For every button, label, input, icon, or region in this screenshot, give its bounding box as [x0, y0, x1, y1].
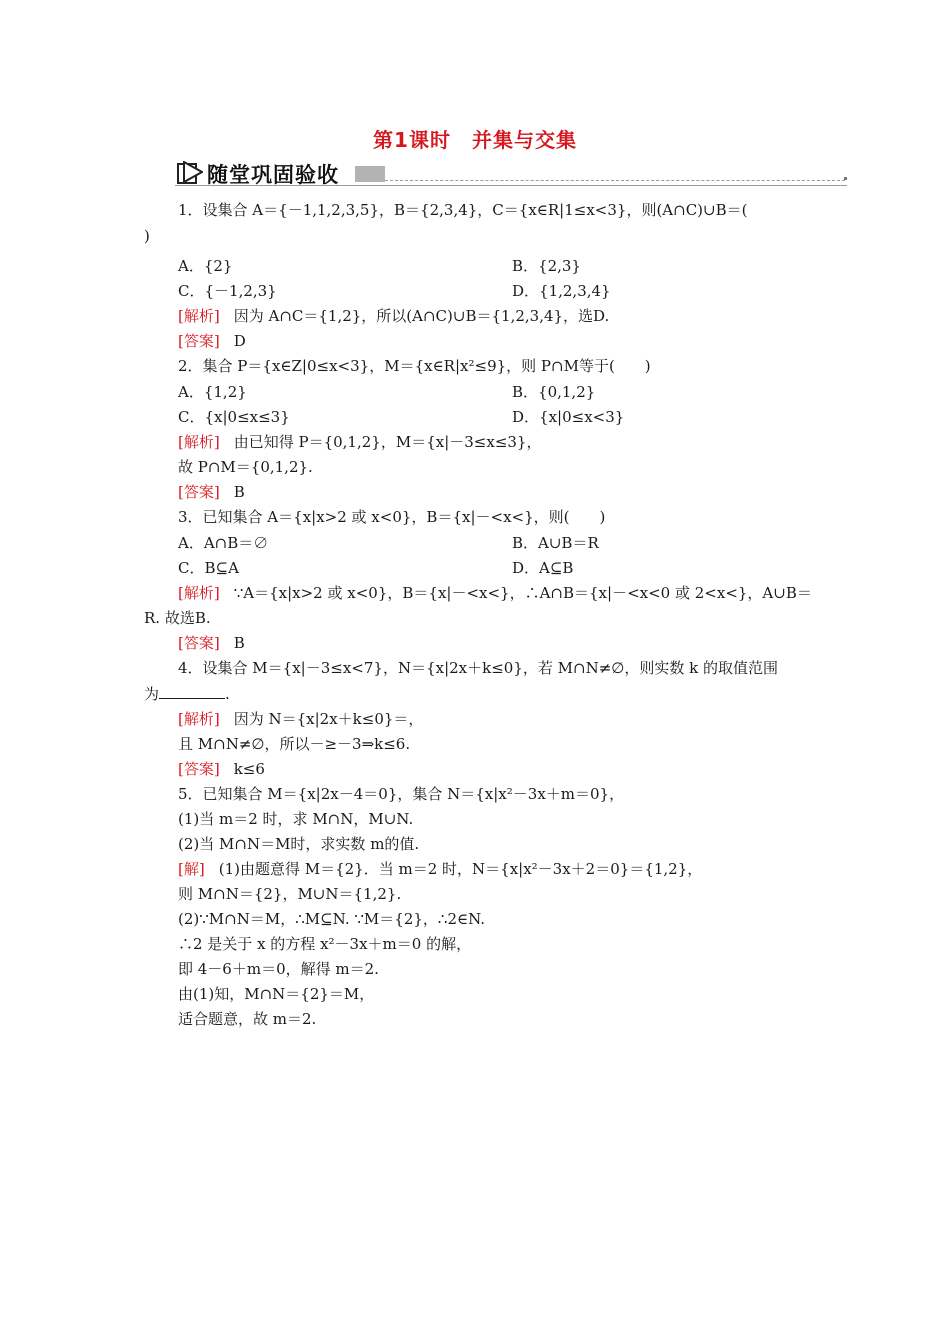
- text-line: [178, 884, 401, 904]
- line-text: A．{1,2}: [178, 383, 247, 401]
- text-line: [512, 256, 581, 276]
- line-text: (1)当 m＝2 时，求 M∩N，M∪N.: [178, 810, 414, 828]
- text-line: [512, 382, 595, 402]
- line-text: k≤6: [233, 760, 265, 778]
- text-line: [178, 934, 471, 954]
- text-line: [178, 507, 605, 527]
- page-title: 第1课时 并集与交集: [373, 128, 577, 152]
- text-line: [178, 382, 247, 402]
- text-line: [512, 281, 611, 301]
- text-line: [178, 759, 265, 779]
- line-text: B．{2,3}: [512, 257, 581, 275]
- line-text: 2．集合 P＝{x∈Z|0≤x<3}，M＝{x∈R|x²≤9}，则 P∩M等于( ): [178, 357, 651, 375]
- line-text: R. 故选B.: [144, 609, 211, 627]
- text-line: [178, 583, 812, 603]
- text-line: [178, 482, 245, 502]
- line-text: D: [233, 332, 246, 350]
- line-text: 即 4－6＋m＝0，解得 m＝2.: [178, 960, 379, 978]
- line-text: 则 M∩N＝{2}，M∪N＝{1,2}.: [178, 885, 402, 903]
- answer-tag: [答案]: [178, 483, 220, 501]
- answer-tag: [答案]: [178, 760, 220, 778]
- line-text: C．{x|0≤x≤3}: [178, 408, 290, 426]
- text-line: [178, 281, 277, 301]
- text-line: [178, 407, 290, 427]
- text-line: [178, 1009, 316, 1029]
- text-line: [178, 200, 747, 220]
- line-text: (1)由题意得 M＝{2}．当 m＝2 时，N＝{x|x²－3x＋2＝0}＝{1,2}，: [218, 860, 703, 878]
- text-line: [178, 457, 313, 477]
- answer-tag: [答案]: [178, 634, 220, 652]
- line-text: 由(1)知，M∩N＝{2}＝M，: [178, 985, 375, 1003]
- line-text: C．B⊆A: [178, 559, 239, 577]
- line-text: B: [233, 634, 245, 652]
- text-line: [144, 226, 150, 246]
- text-line: 为 .: [144, 685, 230, 703]
- line-text: 且 M∩N≠∅，所以－≥－3⇒k≤6.: [178, 735, 411, 753]
- line-text: 5．已知集合 M＝{x|2x－4＝0}，集合 N＝{x|x²－3x＋m＝0}，: [178, 785, 625, 803]
- section-banner: [175, 158, 847, 188]
- answer-tag: [答案]: [178, 332, 220, 350]
- line-text: C．{－1,2,3}: [178, 282, 277, 300]
- text-line: [178, 734, 410, 754]
- text-line: [178, 432, 541, 452]
- text-line: [512, 407, 624, 427]
- line-text: ∵A＝{x|x>2 或 x<0}，B＝{x|－<x<}，∴A∩B＝{x|－<x<0 或 2<x<}，A∪B＝: [233, 584, 812, 602]
- answer-tag: [解析]: [178, 307, 220, 325]
- line-text: A．{2}: [178, 257, 233, 275]
- text-line: [178, 784, 624, 804]
- line-text: D．{1,2,3,4}: [512, 282, 611, 300]
- text-line: [512, 558, 573, 578]
- text-line: [178, 959, 379, 979]
- text-line: [144, 608, 211, 628]
- text-line: [178, 256, 232, 276]
- text-line: [178, 533, 268, 553]
- text-line: [178, 909, 485, 929]
- line-text: 为: [144, 685, 160, 703]
- text-line: [178, 834, 419, 854]
- text-line: [178, 331, 246, 351]
- line-text: 适合题意，故 m＝2.: [178, 1010, 317, 1028]
- answer-tag: [解析]: [178, 710, 220, 728]
- line-text: D．A⊆B: [512, 559, 574, 577]
- text-line: [512, 533, 599, 553]
- line-text: B: [233, 483, 245, 501]
- line-text: B．{0,1,2}: [512, 383, 596, 401]
- line-text: 3．已知集合 A＝{x|x>2 或 x<0}，B＝{x|－<x<}，则( ): [178, 508, 606, 526]
- fill-in-blank: [159, 684, 225, 699]
- text-line: [178, 859, 702, 879]
- answer-tag: [解]: [178, 860, 205, 878]
- line-text: 1．设集合 A＝{－1,1,2,3,5}，B＝{2,3,4}，C＝{x∈R|1≤x<3}，则(A∩C)∪B＝(: [178, 201, 748, 219]
- line-text: 故 P∩M＝{0,1,2}.: [178, 458, 313, 476]
- answer-tag: [解析]: [178, 584, 220, 602]
- line-text: D．{x|0≤x<3}: [512, 408, 625, 426]
- line-text: (2)∵M∩N＝M，∴M⊆N. ∵M＝{2}，∴2∈N.: [178, 910, 486, 928]
- text-line: [178, 984, 374, 1004]
- line-text: A．A∩B＝∅: [178, 534, 269, 552]
- text-line: [178, 306, 609, 326]
- banner-dashed-line: [385, 180, 845, 181]
- answer-tag: [解析]: [178, 433, 220, 451]
- section-title: 随堂巩固验收: [207, 163, 339, 187]
- text-line: [178, 633, 245, 653]
- line-text: 4．设集合 M＝{x|－3≤x<7}，N＝{x|2x＋k≤0}，若 M∩N≠∅，则实数 k 的取值范围: [178, 659, 778, 677]
- line-text: 由已知得 P＝{0,1,2}，M＝{x|－3≤x≤3}，: [233, 433, 542, 451]
- text-line: [178, 658, 778, 678]
- text-line: [178, 809, 413, 829]
- line-text: 因为 N＝{x|2x＋k≤0}＝，: [233, 710, 424, 728]
- text-line: [178, 558, 239, 578]
- banner-underline: [175, 185, 847, 186]
- line-text: 因为 A∩C＝{1,2}，所以(A∩C)∪B＝{1,2,3,4}，选D.: [233, 307, 610, 325]
- line-text: ∴2 是关于 x 的方程 x²－3x＋m＝0 的解，: [178, 935, 472, 953]
- banner-bar: [355, 166, 385, 182]
- text-line: [178, 356, 651, 376]
- banner-dot: [844, 177, 847, 180]
- play-arrow-icon: [177, 161, 203, 185]
- line-text: B．A∪B＝R: [512, 534, 599, 552]
- line-text: ): [144, 227, 150, 245]
- line-text: (2)当 M∩N＝M时，求实数 m的值.: [178, 835, 420, 853]
- text-line: [178, 709, 423, 729]
